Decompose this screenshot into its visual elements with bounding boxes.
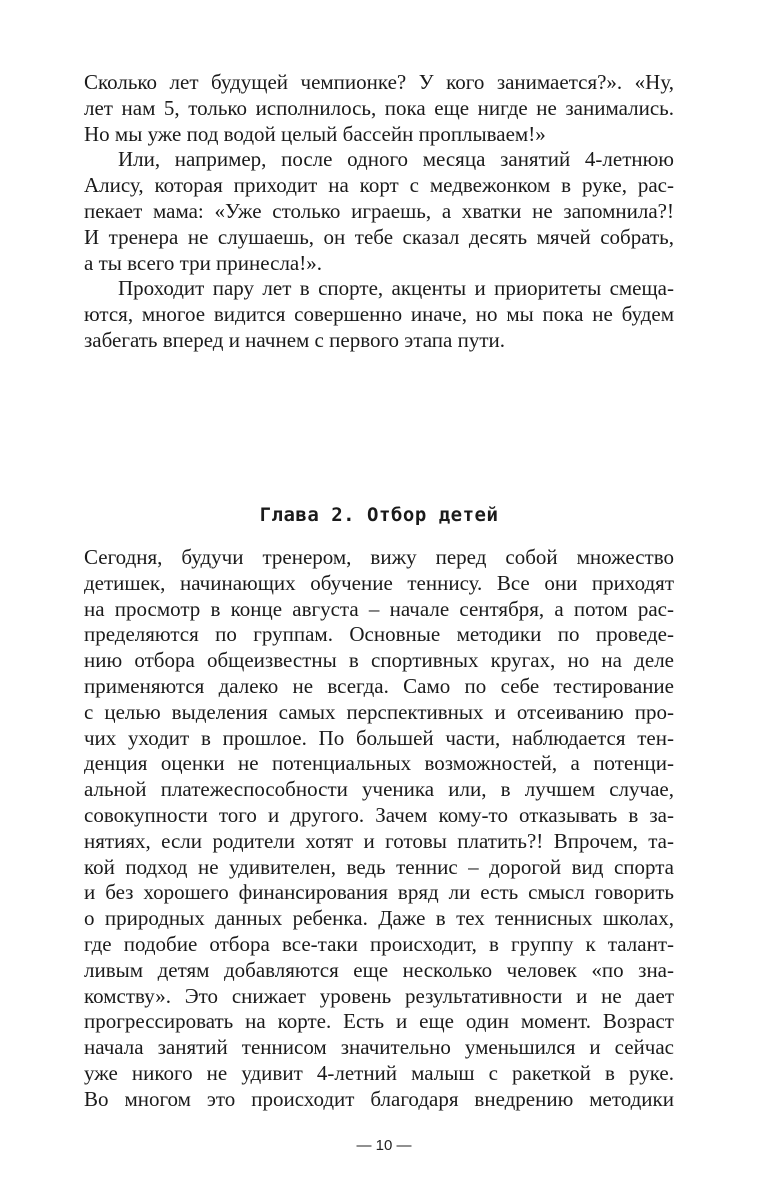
chapter-body [84,545,674,1113]
text-line: денция оценки не потенциальных возможностей, а потенци- [84,751,674,776]
intro-text [84,70,674,354]
text-line: Во многом это происходит благодаря внедрению методики [84,1086,674,1111]
text-line: о природных данных ребенка. Даже в тех теннисных школах, [84,906,674,931]
text-line: начала занятий теннисом значительно уменьшился и сейчас [84,1035,674,1060]
text-line: Или, например, после одного месяца занятий 4-летнюю [118,147,674,172]
page-number: — 10 — [356,1137,412,1154]
text-line: кой подход не удивителен, ведь теннис – дорогой вид спорта [84,854,674,879]
text-line: с целью выделения самых перспективных и отсеиванию про- [84,699,674,724]
text-line: Но мы уже под водой целый бассейн проплываем!» [84,121,546,146]
text-line: лет нам 5, только исполнилось, пока еще нигде не занимались. [84,95,674,120]
text-line: пределяются по группам. Основные методики по проведе- [84,622,674,647]
text-line: Сколько лет будущей чемпионке? У кого занимается?». «Ну, [84,70,674,94]
text-line: применяются далеко не всегда. Само по себе тестирование [84,673,674,698]
text-line: забегать вперед и начнем с первого этапа пути. [84,327,506,352]
chapter-heading: Глава 2. Отбор детей [259,504,499,526]
text-line: совокупности того и другого. Зачем кому-то отказывать в за- [84,802,674,827]
text-line: детишек, начинающих обучение теннису. Все они приходят [84,570,674,595]
text-line: альной платежеспособности ученика или, в лучшем случае, [84,777,674,802]
text-line: и без хорошего финансирования вряд ли есть смысл говорить [84,880,674,905]
text-line: прогрессировать на корте. Есть и еще один момент. Возраст [84,1009,674,1034]
paragraph-3 [84,276,674,353]
text-line: уже никого не удивит 4-летний малыш с ракеткой в руке. [84,1060,674,1085]
text-line: пекает мама: «Уже столько играешь, а хватки не запомнила?! [84,198,674,223]
text-line: нию отбора общеизвестны в спортивных кругах, но на деле [84,648,674,673]
text-line: а ты всего три принесла!». [84,250,322,275]
text-line: где подобие отбора все-таки происходит, в группу к талант- [84,931,674,956]
text-line: Сегодня, будучи тренером, вижу перед собой множество [84,545,674,569]
text-line: чих уходит в прошлое. По большей части, наблюдается тен- [84,725,674,750]
text-line: ливым детям добавляются еще несколько человек «по зна- [84,957,674,982]
text-line: И тренера не слушаешь, он тебе сказал десять мячей собрать, [84,224,674,249]
paragraph-1 [84,70,674,147]
text-line: комству». Это снижает уровень результативности и не дает [84,983,674,1008]
text-line: ются, многое видится совершенно иначе, но мы пока не будем [84,302,674,327]
text-line: на просмотр в конце августа – начале сентября, а потом рас- [84,596,674,621]
text-line: нятиях, если родители хотят и готовы платить?! Впрочем, та- [84,828,674,853]
paragraph-2 [84,147,674,276]
text-line: Алису, которая приходит на корт с медвежонком в руке, рас- [84,173,674,198]
text-line: Проходит пару лет в спорте, акценты и приоритеты смеща- [118,276,674,301]
